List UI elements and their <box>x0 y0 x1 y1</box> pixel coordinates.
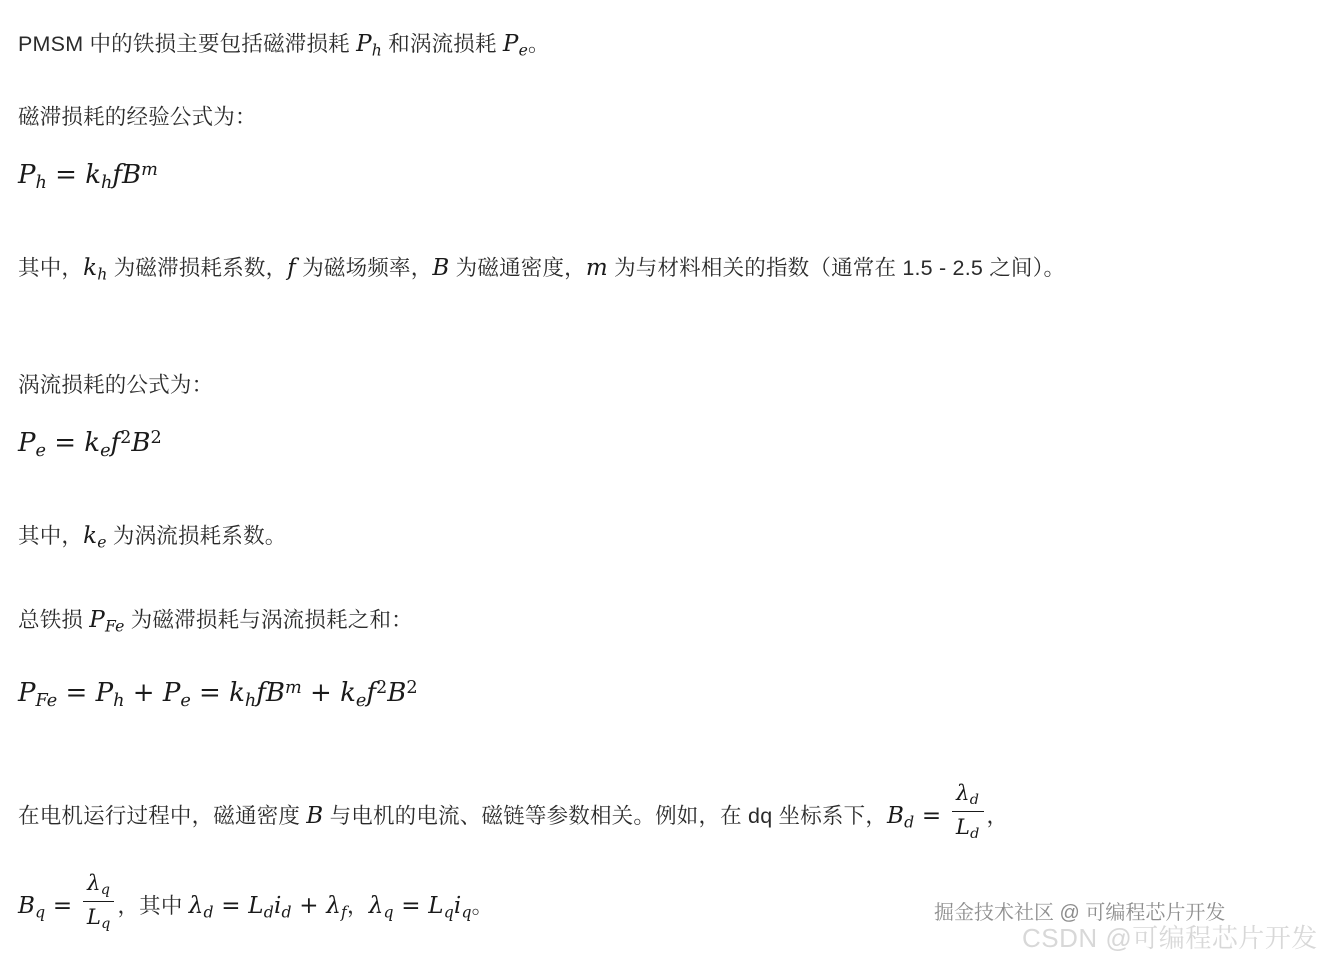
paragraph-hysteresis-lead: 磁滞损耗的经验公式为： <box>18 105 257 129</box>
total-lead-text-2: 为磁滞损耗与涡流损耗之和： <box>124 608 413 632</box>
where-text-2: 为磁滞损耗系数， <box>107 256 288 280</box>
inline-math-kh: $k_h$ <box>83 255 108 284</box>
operation-text-1: 在电机运行过程中，磁通密度 <box>18 804 307 828</box>
inline-math-ke: $k_e$ <box>83 523 107 552</box>
inline-math-b: B <box>432 255 450 281</box>
watermark-csdn: CSDN @可编程芯片开发 <box>1022 923 1318 953</box>
inline-math-ph: $P_h$ <box>356 31 383 60</box>
where-text-5: 为与材料相关的指数（通常在 1.5 - 2.5 之间）。 <box>607 256 1066 280</box>
fraction-lambda-q-over-l-q: $\frac{\lambda_q}{L_q}$ <box>83 870 115 934</box>
inline-math-pe: $P_e$ <box>502 31 529 60</box>
equation-eddy: $P_e = k_ef^2B^2$ <box>18 428 162 462</box>
intro-text-mid: 和涡流损耗 <box>382 32 503 56</box>
equation-hysteresis: $P_h = k_hfB^m$ <box>18 160 158 194</box>
intro-text-pre: PMSM 中的铁损主要包括磁滞损耗 <box>18 32 357 56</box>
paragraph-total-lead <box>0 602 1324 639</box>
paragraph-eddy-lead: 涡流损耗的公式为： <box>18 373 214 397</box>
inline-math-f: f <box>287 255 297 281</box>
eddy-where-text-1: 其中， <box>18 524 84 548</box>
inline-math-pfe: $P_{Fe}$ <box>89 607 125 636</box>
operation2-text-mid: ，其中 <box>117 894 189 918</box>
operation2-period: 。 <box>471 894 494 918</box>
inline-math-lambda-q-def: $\lambda_q = L_qi_q$ <box>368 893 472 922</box>
fraction-lambda-d-over-l-d: $\frac{\lambda_d}{L_d}$ <box>952 780 984 844</box>
inline-math-m: m <box>585 255 608 281</box>
watermark-juejin: 掘金技术社区 @ 可编程芯片开发 <box>934 902 1226 924</box>
inline-math-lambda-d-def: $\lambda_d = L_di_d + \lambda_f$ <box>188 893 347 922</box>
paragraph-intro <box>0 26 1324 63</box>
equation-total-iron-loss: $P_{Fe} = P_h + P_e = k_hfB^m + k_ef^2B^2$ <box>18 678 418 712</box>
paragraph-operation-line1 <box>0 780 1324 844</box>
paragraph-hysteresis-where <box>0 250 1324 287</box>
inline-math-bd-equation: $B_d$ = $\frac{\lambda_d}{L_d}$ <box>887 803 986 829</box>
where-text-3: 为磁场频率， <box>296 256 433 280</box>
inline-math-b-flux: B <box>306 803 324 829</box>
operation-text-2: 与电机的电流、磁链等参数相关。例如，在 dq 坐标系下， <box>323 804 888 828</box>
operation2-comma: ， <box>347 894 369 918</box>
total-lead-text-1: 总铁损 <box>18 608 90 632</box>
inline-math-bq-equation: $B_q$ = $\frac{\lambda_q}{L_q}$ <box>18 893 117 919</box>
paragraph-eddy-where <box>0 518 1324 555</box>
where-text-4: 为磁通密度， <box>449 256 586 280</box>
eddy-where-text-2: 为涡流损耗系数。 <box>106 524 287 548</box>
where-text-1: 其中， <box>18 256 84 280</box>
operation-comma: ， <box>986 804 1009 828</box>
intro-text-post: 。 <box>528 32 550 56</box>
